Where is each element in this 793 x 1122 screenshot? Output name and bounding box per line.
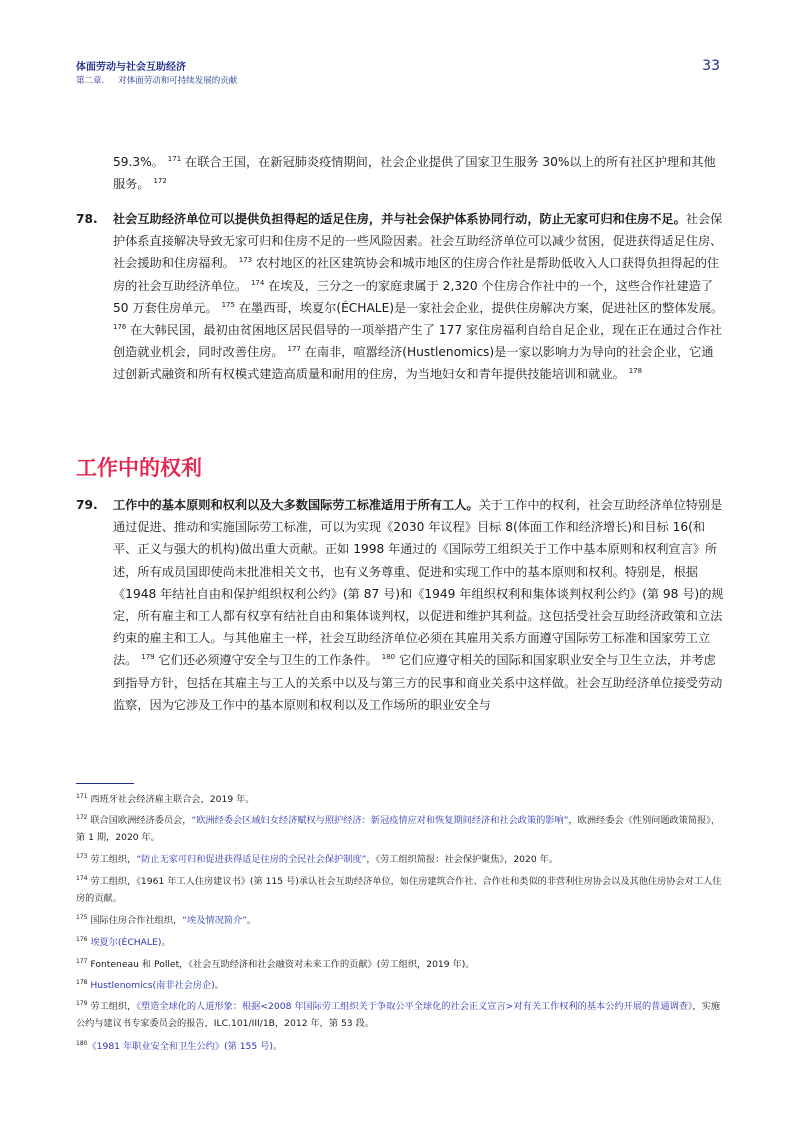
- footnote-ref-176[interactable]: 176: [113, 322, 127, 331]
- footnote-text: 联合国欧洲经济委员会，: [87, 815, 192, 826]
- chapter-title: 对体面劳动和可持续发展的贡献: [118, 76, 238, 86]
- footnote-link[interactable]: 《塑造全球化的人道形象：根据<2008 年国际劳工组织关于争取公平全球化的社会正义宣言>对有关工作权利的基本公约开展的普通调查》: [136, 1001, 693, 1012]
- footnote-ref-178[interactable]: 178: [628, 367, 643, 376]
- footnote-number: 173: [76, 852, 88, 860]
- footnote-number: 174: [76, 874, 88, 882]
- footnote-link[interactable]: “埃及情况简介”: [182, 915, 247, 926]
- footnote-174: [76, 873, 726, 907]
- footnote-text: ，欧洲经委会《性别问题政策简报》，第 1 期，2020 年。: [76, 815, 721, 843]
- text: 在联合王国，在新冠肺炎疫情期间，社会企业提供了国家卫生服务 30%以上的所有社区护理和其他服务。: [113, 155, 716, 192]
- footnote-ref-179[interactable]: 179: [141, 653, 155, 662]
- paragraph-79: [113, 494, 725, 716]
- paragraph-number-78: 78.: [76, 212, 98, 226]
- footnote-173: [76, 851, 726, 868]
- paragraph-78: [113, 208, 725, 386]
- footnote-text: 劳工组织，: [87, 1001, 137, 1012]
- footnote-text: 西班牙社会经济雇主联合会，2019 年。: [87, 794, 255, 805]
- chapter-label: 第二章.: [76, 76, 105, 86]
- text: 关于工作中的权利，社会互助经济单位特别是通过促进、推动和实施国际劳工标准，可以为实现《2030 年议程》目标 8(体面工作和经济增长)和目标 16(和平、正义与强大的机构)做出重大贡献。正如 1998 年通过的《国际劳工组织关于工作中基本原则和权利宣言》所述，所有成员国即使尚未批准相关文书，也有义务尊重、促进和实现工作中的基本原则和权利。特别是，根据《1948 年结社自由和保护组织权利公约》(第 87 号)和《1949 年组织权利和集体谈判权利公约》(第 98 号)的规定，所有雇主和工人都有权享有结社自由和集体谈判权，以促进和维护其利益。这包括受社会互助经济政策和立法约束的雇主和工人。与其他雇主一样，社会互助经济单位必须在其雇用关系方面遵守国际劳工标准和国家劳工立法。: [113, 498, 724, 668]
- footnote-text: 。: [246, 915, 257, 926]
- footnote-text: 劳工组织，: [87, 854, 137, 865]
- footnote-divider: [76, 783, 134, 784]
- footnote-ref-175[interactable]: 175: [221, 300, 235, 309]
- text: 在大韩民国，最初由贫困地区居民倡导的一项举措产生了 177 家住房福利自给自足企业，现在正在通过合作社创造就业机会，同时改善住房。: [113, 323, 722, 360]
- footnote-ref-174[interactable]: 174: [250, 278, 265, 287]
- footnote-178: [76, 977, 726, 994]
- footnote-number: 178: [76, 978, 88, 986]
- text: 在南非，喧嚣经济(Hustlenomics)是一家以影响力为导向的社会企业，它通过创新式融资和所有权模式建造高质量和耐用的住房，为当地妇女和青年提供技能培训和就业。: [113, 345, 714, 382]
- text: 它们应遵守相关的国际和国家职业安全与卫生立法，并考虑到指导方针，包括在其雇主与工人的关系中以及与第三方的民事和商业关系中这样做。社会互助经济单位接受劳动监察，因为它涉及工作中的基本原则和权利以及工作场所的职业安全与: [113, 653, 723, 712]
- paragraph-continued: [113, 151, 725, 195]
- footnote-link[interactable]: “欧洲经委会区域妇女经济赋权与照护经济：新冠疫情应对和恢复期间经济和社会政策的影响”: [191, 815, 569, 826]
- footnote-ref-171[interactable]: 171: [167, 154, 182, 163]
- footnote-ref-180[interactable]: 180: [381, 653, 396, 662]
- footnote-ref-173[interactable]: 173: [238, 256, 253, 265]
- footnote-number: 180: [76, 1039, 88, 1047]
- footnote-text: 劳工组织，《1961 年工人住房建议书》(第 115 号)承认社会互助经济单位，如住房建筑合作社、合作社和类似的非营利住房协会以及其他住房协会对工人住房的贡献。: [76, 876, 722, 904]
- footnote-text: 。: [214, 980, 224, 991]
- footnote-number: 172: [76, 813, 88, 821]
- footnote-172: [76, 812, 726, 846]
- footnote-text: ，《劳工组织简报：社会保护聚焦》，2020 年。: [366, 854, 559, 865]
- footnote-link[interactable]: “防止无家可归和促进获得适足住房的全民社会保护制度”: [136, 854, 367, 865]
- footnote-177: [76, 956, 726, 973]
- footnote-ref-177[interactable]: 177: [287, 345, 301, 354]
- text: 59.3%。: [113, 155, 164, 169]
- footnote-180: [76, 1038, 726, 1055]
- text: 它们还必须遵守安全与卫生的工作条件。: [154, 653, 378, 668]
- footnote-number: 177: [76, 957, 88, 965]
- footnote-text: 国际住房合作社组织，: [87, 915, 183, 926]
- section-heading: 工作中的权利: [76, 456, 202, 480]
- footnote-text: ，实施公约与建议书专家委员会的报告，ILC.101/III/1B，2012 年，第 53 段。: [76, 1001, 721, 1029]
- footnote-link[interactable]: 《1981 年职业安全和卫生公约》(第 155 号): [87, 1041, 273, 1052]
- text: 农村地区的社区建筑协会和城市地区的住房合作社是帮助低收入人口获得负担得起的住房的社会互助经济单位。: [113, 256, 720, 293]
- running-header-title: 体面劳动与社会互助经济: [76, 62, 186, 73]
- footnote-175: [76, 912, 726, 929]
- footnote-text: Fonteneau 和 Pollet，《社会互助经济和社会融资对未来工作的贡献》(劳工组织，2019 年)。: [87, 959, 475, 970]
- footnote-ref-172[interactable]: 172: [153, 177, 167, 186]
- footnote-number: 175: [76, 913, 88, 921]
- page-number: 33: [702, 58, 720, 74]
- text: 社会保护体系直接解决导致无家可归和住房不足的一些风险因素。社会互助经济单位可以减少贫困，促进获得适足住房、社会援助和住房福利。: [113, 212, 723, 271]
- footnote-link[interactable]: Hustlenomics(南非社会房企): [87, 980, 215, 991]
- footnote-179: [76, 998, 726, 1032]
- footnote-text: 。: [272, 1041, 283, 1052]
- footnote-number: 179: [76, 999, 88, 1007]
- running-header-chapter: [76, 74, 237, 86]
- paragraph-lead: 工作中的基本原则和权利以及大多数国际劳工标准适用于所有工人。: [113, 498, 479, 512]
- footnote-176: [76, 934, 726, 951]
- footnote-link[interactable]: 埃夏尔(ÉCHALE): [87, 937, 162, 948]
- text: 在埃及，三分之一的家庭隶属于 2,320 个住房合作社中的一个，这些合作社建造了 50 万套住房单元。: [113, 278, 714, 315]
- footnote-text: 。: [161, 937, 171, 948]
- paragraph-lead: 社会互助经济单位可以提供负担得起的适足住房，并与社会保护体系协同行动，防止无家可归和住房不足。: [113, 212, 686, 226]
- text: 在墨西哥，埃夏尔(ÉCHALE)是一家社会企业，提供住房解决方案，促进社区的整体发展。: [234, 300, 724, 315]
- footnote-number: 171: [76, 792, 88, 800]
- footnote-number: 176: [76, 935, 88, 943]
- paragraph-number-79: 79.: [76, 498, 98, 512]
- footnote-171: [76, 791, 726, 808]
